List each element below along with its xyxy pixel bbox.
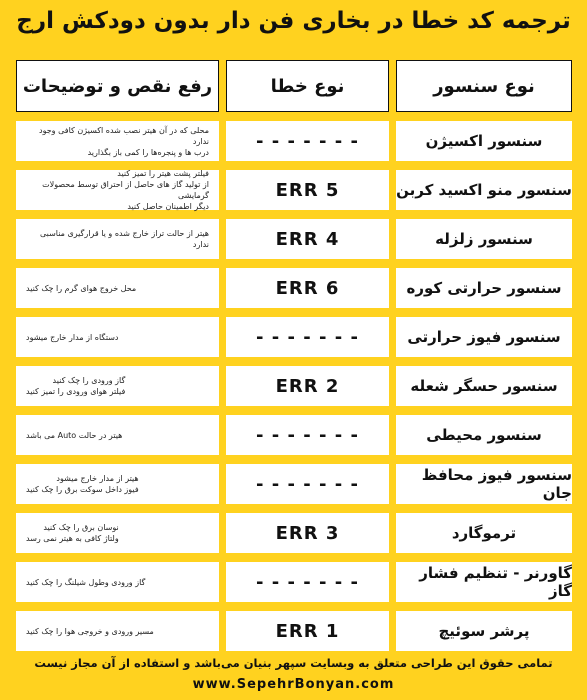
error-code-cell: ERR 6 <box>226 268 389 308</box>
fix-description-cell <box>16 317 219 357</box>
sensor-cell: سنسور حسگر شعله <box>396 366 572 406</box>
error-code-cell: ERR 3 <box>226 513 389 553</box>
fix-description-text: هیتر در حالت Auto می باشد <box>26 430 123 440</box>
sensor-cell: سنسور زلزله <box>396 219 572 259</box>
sensor-cell: گاورنر - تنظیم فشار گاز <box>396 562 572 602</box>
header-sensor-type: نوع سنسور <box>396 60 572 112</box>
fix-description-cell <box>16 219 219 259</box>
error-code-cell: ERR 1 <box>226 611 389 651</box>
fix-description-text: دستگاه از مدار خارج میشود <box>26 332 119 342</box>
fix-description-text: هیتر از حالت تراز خارج شده و یا قرارگیری مناسبی ندارد <box>39 229 209 249</box>
fix-description-cell <box>16 513 219 553</box>
error-code-cell: - - - - - - - <box>226 121 389 161</box>
fix-description-cell <box>16 415 219 455</box>
sensor-cell: پرشر سوئیچ <box>396 611 572 651</box>
fix-description-cell <box>16 366 219 406</box>
fix-description-cell <box>16 562 219 602</box>
sensor-cell: سنسور حرارتی کوره <box>396 268 572 308</box>
error-code-cell: - - - - - - - <box>226 562 389 602</box>
fix-description-cell <box>16 268 219 308</box>
sensor-cell: سنسور محیطی <box>396 415 572 455</box>
fix-description-cell <box>16 464 219 504</box>
fix-description-text: گاز ورودی وطول شیلنگ را چک کنید <box>26 577 146 587</box>
fix-description-text: فیلتر پشت هیتر را تمیز کنید از تولید گاز های حاصل از احتراق توسط محصولات گرمایشی دیگر اطمینان حاصل کنید <box>42 169 209 211</box>
header-fix: رفع نقص و توضیحات <box>16 60 219 112</box>
sensor-cell: سنسور منو اکسید کربن <box>396 170 572 210</box>
fix-description-text: هیتر از مدار خارج میشود فیوز داخل سوکت برق را چک کنید <box>26 474 139 494</box>
error-code-cell: - - - - - - - <box>226 415 389 455</box>
page-title: ترجمه کد خطا در بخاری فن دار بدون دودکش ارج <box>16 8 571 34</box>
fix-description-text: نوسان برق را چک کنید ولتاژ کافی به هیتر نمی رسد <box>26 523 119 543</box>
error-code-cell: - - - - - - - <box>226 317 389 357</box>
fix-description-cell <box>16 121 219 161</box>
sensor-cell: سنسور اکسیژن <box>396 121 572 161</box>
fix-description-cell <box>16 170 219 210</box>
fix-description-text: مسیر ورودی و خروجی هوا را چک کنید <box>26 626 154 636</box>
sensor-cell: ترموگارد <box>396 513 572 553</box>
copyright-footer: تمامی حقوق این طراحی متعلق به وبسایت سپهر بنیان می‌باشد و استفاده از آن مجاز نیست <box>34 656 553 670</box>
website-url[interactable]: www.SepehrBonyan.com <box>192 677 395 692</box>
sensor-cell: سنسور فیوز محافظ جان <box>396 464 572 504</box>
error-code-cell: ERR 4 <box>226 219 389 259</box>
fix-description-cell <box>16 611 219 651</box>
error-code-cell: - - - - - - - <box>226 464 389 504</box>
header-error-type: نوع خطا <box>226 60 389 112</box>
fix-description-text: گاز ورودی را چک کنید فیلتر هوای ورودی را تمیز کنید <box>26 376 126 396</box>
fix-description-text: محل خروج هوای گرم را چک کنید <box>26 283 137 293</box>
error-code-cell: ERR 5 <box>226 170 389 210</box>
sensor-cell: سنسور فیوز حرارتی <box>396 317 572 357</box>
error-code-cell: ERR 2 <box>226 366 389 406</box>
fix-description-text: محلی که در آن هیتر نصب شده اکسیژن کافی وجود ندارد درب ها و پنجره‌ها را کمی باز بگذارید <box>39 125 209 157</box>
